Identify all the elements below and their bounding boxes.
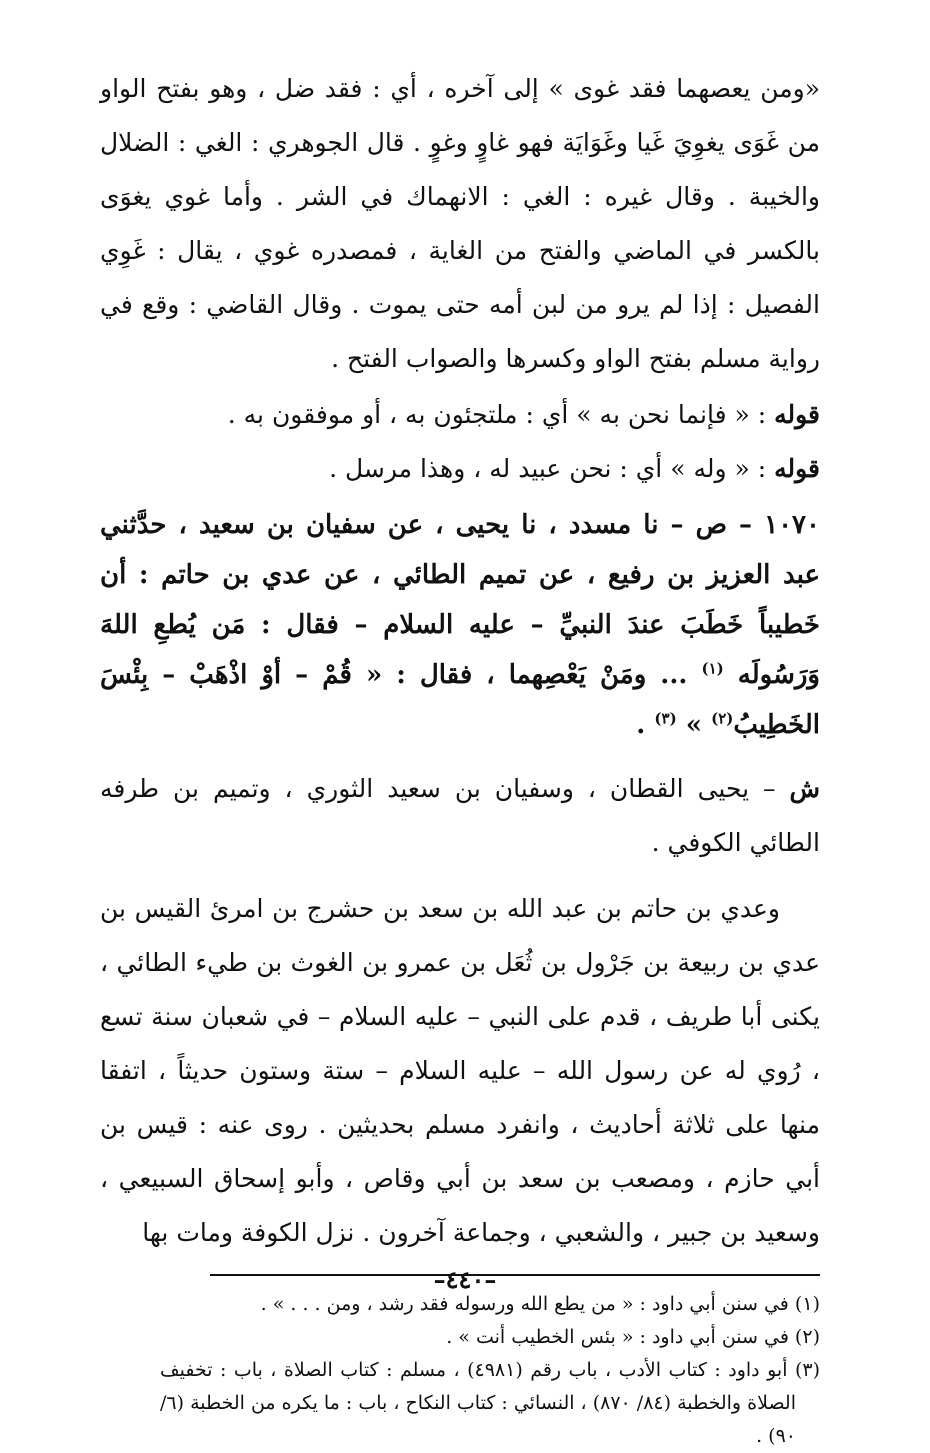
hadith-part-3: »	[685, 710, 703, 740]
footnote-ref-1: (١)	[701, 659, 724, 678]
hadith-part-2: ... ومَنْ يَعْصِهما ، فقال : « قُمْ – أوْ اذْهَبْ – بِئْسَ الخَطِيبُ	[100, 660, 820, 740]
qawl-line-2	[100, 442, 820, 496]
hadith-number: ١٠٧٠	[764, 510, 820, 540]
hadith-end: .	[636, 710, 646, 740]
sharh-paragraph	[100, 762, 820, 870]
footnote-ref-3: (٣)	[654, 709, 677, 728]
commentary-paragraph: «ومن يعصهما فقد غوى » إلى آخره ، أي : فقد ضل ، وهو بفتح الواو من غَوَى يغوِيَ غَيا وغَوَايَة فهو غاوٍ وغوٍ . قال الجوهري : الغي : الضلال والخيبة . وقال غيره : الغي : الانهماك في الشر . وأما غوي يغوَى بالكسر في الماضي والفتح من الغاية ، فمصدره غوي ، يقال : غَوِي الفصيل : إذا لم يرو من لبن أمه حتى يموت . وقال القاضي : وقع في رواية مسلم بفتح الواو وكسرها والصواب الفتح .	[100, 74, 820, 373]
page-number: –٤٤٠–	[433, 1265, 497, 1294]
footnote-1: (١) في سنن أبي داود : « من يطع الله ورسوله فقد رشد ، ومن . . . » .	[260, 1293, 820, 1315]
qawl-text: : « فإنما نحن به » أي : ملتجئون به ، أو موفقون به .	[227, 400, 767, 429]
biography-paragraph: وعدي بن حاتم بن عبد الله بن سعد بن حشرج بن امرئ القيس بن عدي بن ربيعة بن جَرْول بن ثُعَل بن عمرو بن الغوث بن طيء الطائي ، يكنى أبا طريف ، قدم على النبي – عليه السلام – في شعبان سنة تسع ، رُوي له عن رسول الله – عليه السلام – ستة وستون حديثاً ، اتفقا منها على ثلاثة أحاديث ، وانفرد مسلم بحديثين . روى عنه : قيس بن أبي حازم ، ومصعب بن سعد بن أبي وقاص ، وأبو إسحاق السبيعي ، وسعيد بن جبير ، والشعبي ، وجماعة آخرون . نزل الكوفة ومات بها	[100, 894, 820, 1247]
qawl-label: قوله	[774, 400, 820, 429]
hadith-text	[100, 500, 820, 750]
sharh-label: ش	[789, 774, 821, 803]
footnote-2: (٢) في سنن أبي داود : « بئس الخطيب أنت » .	[446, 1326, 820, 1348]
footnote-ref-2: (٢)	[711, 709, 734, 728]
footnotes	[100, 1288, 820, 1453]
qawl-text: : « وله » أي : نحن عبيد له ، وهذا مرسل .	[329, 454, 767, 483]
footnote-3: (٣) أبو داود : كتاب الأدب ، باب رقم (٤٩٨١) ، مسلم : كتاب الصلاة ، باب : تخفيف الصلاة والخطبة (٨٤/ ٨٧٠) ، النسائي : كتاب النكاح ، باب : ما يكره من الخطبة (٦/ ٩٠) .	[160, 1359, 820, 1447]
qawl-line-1	[100, 388, 820, 442]
qawl-label: قوله	[774, 454, 820, 483]
hadith-part-1: – ص – نا مسدد ، نا يحيى ، عن سفيان بن سعيد ، حدَّثني عبد العزيز بن رفيع ، عن تميم الطائي ، عن عدي بن حاتم : أن خَطيباً خَطَبَ عندَ النبيِّ – عليه السلام – فقال : مَن يُطعِ اللهَ وَرَسُولَه	[100, 510, 820, 690]
page-body	[100, 62, 820, 1453]
sharh-text: – يحيى القطان ، وسفيان بن سعيد الثوري ، وتميم بن طرفه الطائي الكوفي .	[100, 774, 820, 857]
